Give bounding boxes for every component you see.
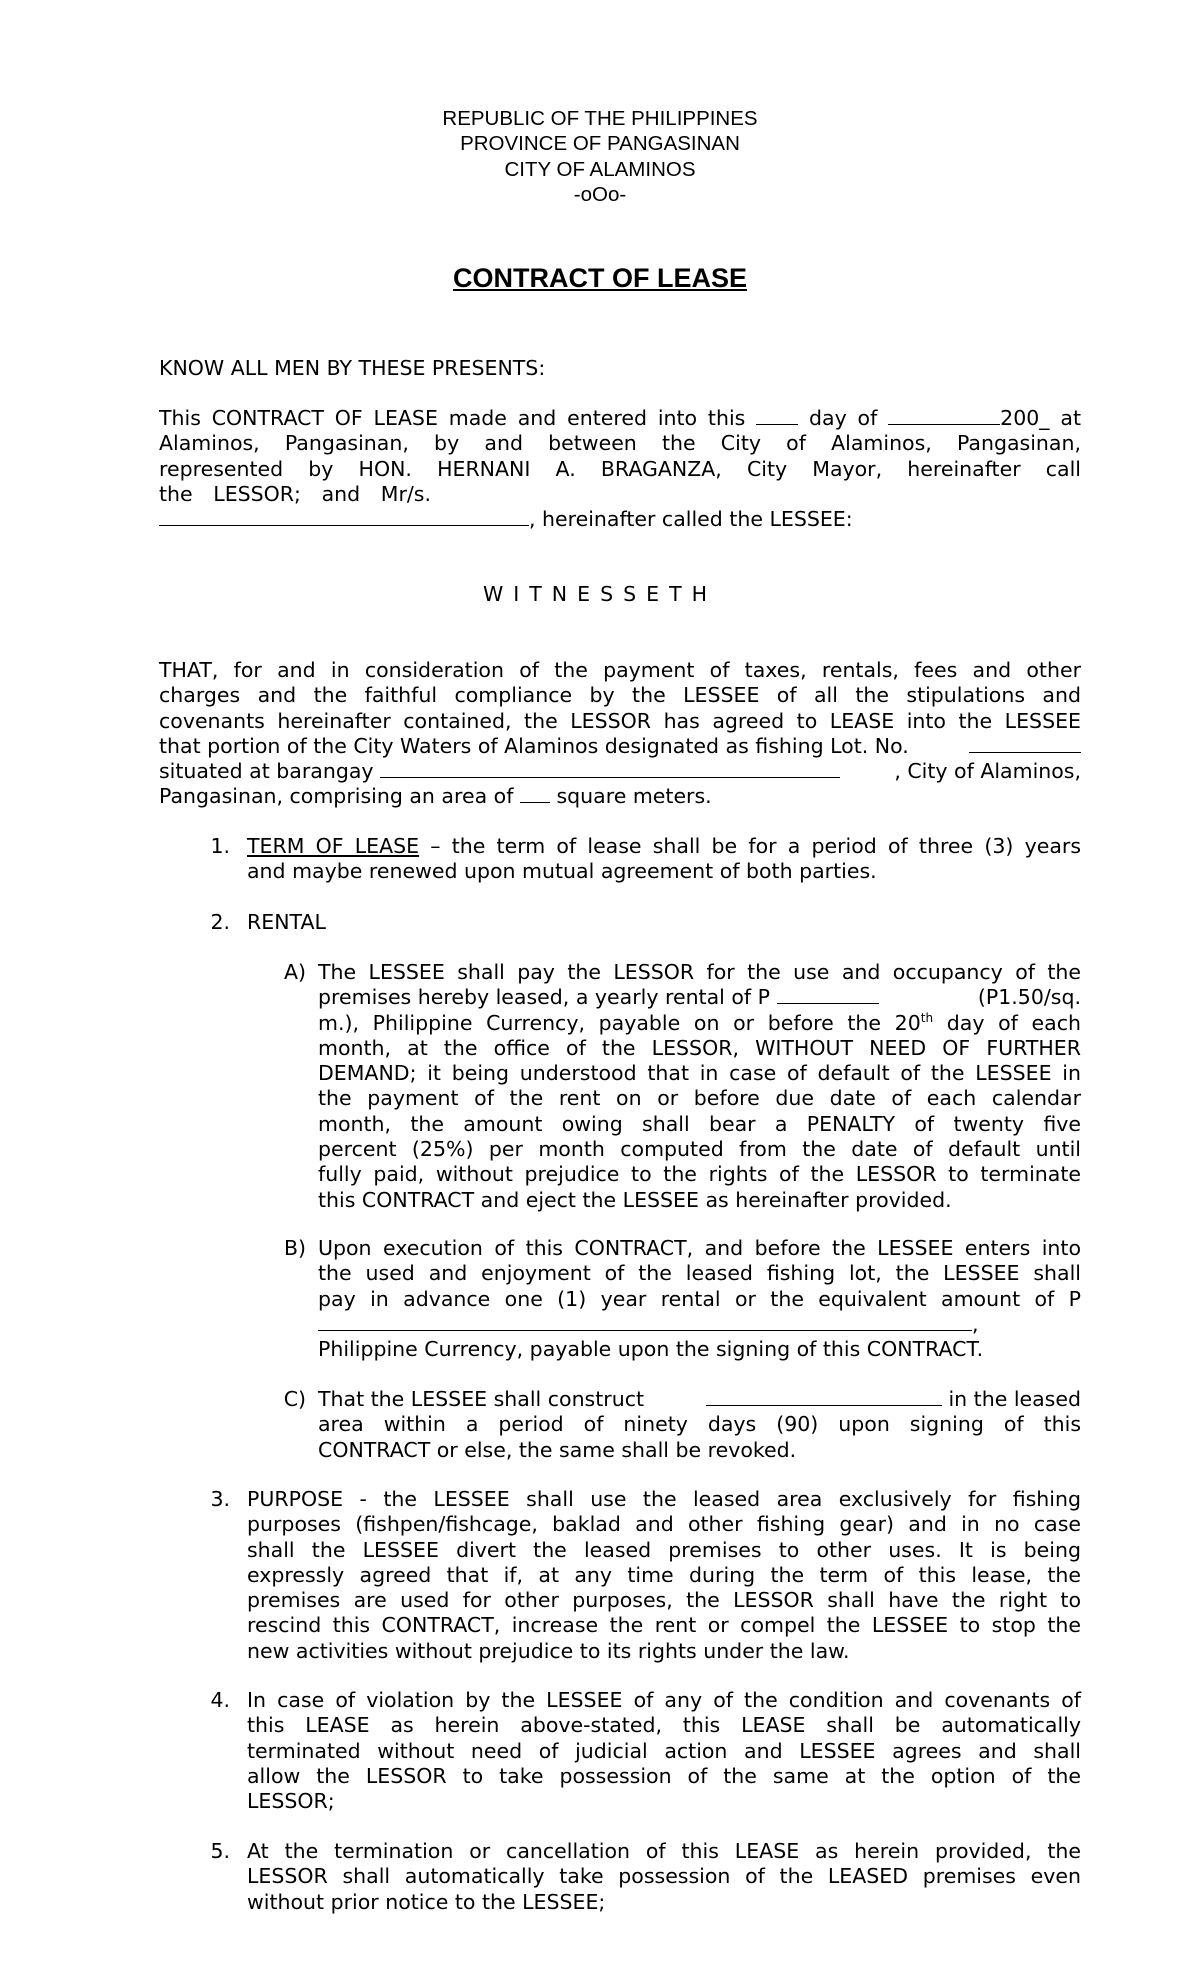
- header-line-republic: REPUBLIC OF THE PHILIPPINES: [442, 107, 758, 130]
- item-4-number: 4.: [210, 1688, 230, 1712]
- item-3-number: 3.: [210, 1487, 230, 1511]
- barangay-blank: [380, 759, 840, 778]
- item-2-rental: RENTAL: [247, 910, 326, 934]
- intro-line-5: , hereinafter called the LESSEE:: [159, 507, 1081, 532]
- lessee-name-blank: [159, 507, 529, 526]
- header-line-province: PROVINCE OF PANGASINAN: [460, 132, 740, 156]
- intro-line-1: This CONTRACT OF LEASE made and entered into this day of 200_ at: [159, 406, 1081, 430]
- intro-line-3: represented by HON. HERNANI A. BRAGANZA, City Mayor, hereinafter call: [159, 456, 1081, 481]
- item-5-termination: At the termination or cancellation of this LEASE as herein provided, the LESSOR shall automatically take possession of the LEASED premises even without prior notice to the LESSEE;: [247, 1839, 1081, 1914]
- item-4-violation: In case of violation by the LESSEE of any of the condition and covenants of this LEASE as herein above-stated, this LEASE shall be automatically terminated without need of judicial action and LESSEE agrees and shall allow the LESSOR to take possession of the same at the option of the LESSOR;: [247, 1688, 1081, 1814]
- document-header: [0, 106, 1200, 207]
- witnesseth-heading: WITNESSETH: [482, 582, 718, 606]
- item-2-number: 2.: [210, 910, 230, 934]
- item-2a-text: The LESSEE shall pay the LESSOR for the use and occupancy of the premises hereby leased, a yearly rental of P (P1.50/sq. m.), Philippine Currency, payable on or before the 20th day of each month, at the office of the LESSOR, WITHOUT NEED OF FURTHER DEMAND; it being understood that in case of default of the LESSEE in the payment of the rent on or before due date of each calendar month, the amount owing shall bear a PENALTY of twenty five percent (25%) per month computed from the date of default until fully paid, without prejudice to the rights of the LESSOR to terminate this CONTRACT and eject the LESSEE as hereinafter provided.: [318, 960, 1081, 1212]
- item-2b-text: Upon execution of this CONTRACT, and before the LESSEE enters into the used and enjoyment of the leased fishing lot, the LESSEE shall pay in advance one (1) year rental or the equivalent amount of P , Philippine Currency, payable upon the signing of this CONTRACT.: [318, 1236, 1081, 1362]
- that-paragraph: THAT, for and in consideration of the payment of taxes, rentals, fees and other charges and the faithful compliance by the LESSEE of all the stipulations and covenants hereinafter contained, the LESSOR has agreed to LEASE into the LESSEE that portion of the City Waters of Alaminos designated as fishing Lot. No. situated at barangay , City of Alaminos, Pangasinan, comprising an area of square meters.: [159, 658, 1081, 809]
- item-2c-label: C): [283, 1387, 306, 1411]
- advance-amount-blank: [318, 1312, 972, 1331]
- item-3-purpose: PURPOSE - the LESSEE shall use the leased area exclusively for fishing purposes (fishpen/fishcage, baklad and other fishing gear) and in no case shall the LESSEE divert the leased premises to other uses. It is being expressly agreed that if, at any time during the term of this lease, the premises are used for other purposes, the LESSOR shall have the right to rescind this CONTRACT, increase the rent or compel the LESSEE to stop the new activities without prejudice to its rights under the law.: [247, 1487, 1081, 1663]
- know-all-men: KNOW ALL MEN BY THESE PRESENTS:: [159, 356, 546, 380]
- item-1-term: TERM OF LEASE – the term of lease shall be for a period of three (3) years and maybe renewed upon mutual agreement of both parties.: [247, 834, 1081, 884]
- item-2c-text: That the LESSEE shall construct in the leased area within a period of ninety days (90) upon signing of this CONTRACT or else, the same shall be revoked.: [318, 1387, 1081, 1462]
- lot-number-blank: [969, 734, 1081, 753]
- intro-paragraph: [159, 406, 1081, 532]
- yearly-rental-blank: [777, 985, 879, 1004]
- month-blank: [888, 406, 1000, 425]
- item-5-number: 5.: [210, 1839, 230, 1863]
- day-blank: [756, 406, 798, 425]
- item-2b-label: B): [283, 1236, 306, 1260]
- document-title: CONTRACT OF LEASE: [453, 263, 747, 293]
- area-blank: [520, 784, 550, 803]
- construct-blank: [706, 1387, 942, 1406]
- header-line-city: CITY OF ALAMINOS: [504, 157, 696, 181]
- intro-line-4: the LESSOR; and Mr/s.: [159, 481, 431, 506]
- header-line-ornament: -oOo-: [573, 182, 627, 206]
- item-2a-label: A): [283, 960, 306, 984]
- item-1-number: 1.: [210, 834, 230, 858]
- intro-line-2: Alaminos, Pangasinan, by and between the City of Alaminos, Pangasinan,: [159, 431, 1081, 456]
